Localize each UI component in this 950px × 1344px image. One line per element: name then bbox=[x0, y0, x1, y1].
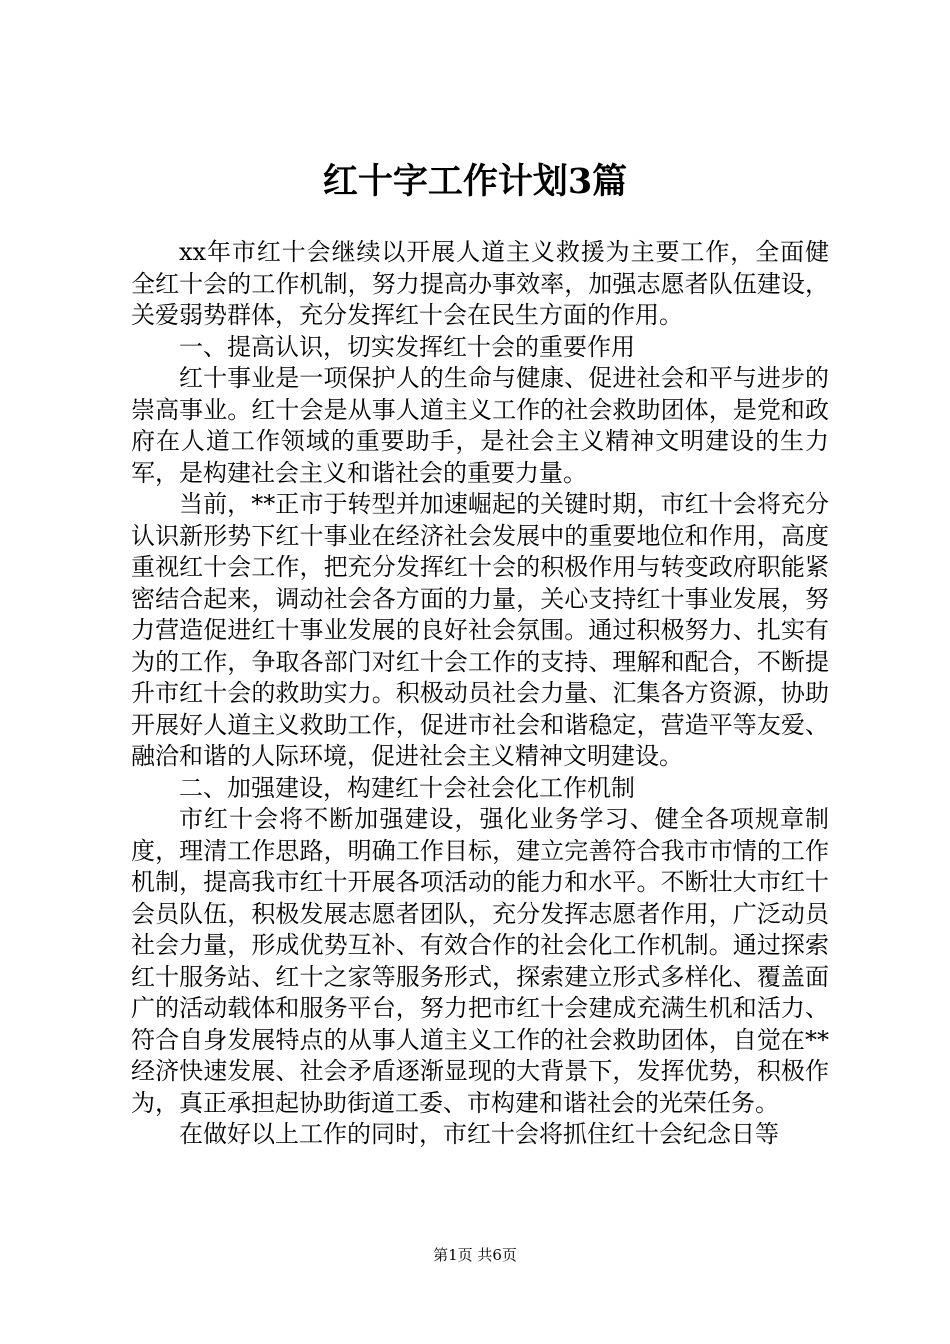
document-title: 红十字工作计划3篇 bbox=[322, 161, 628, 202]
paragraph-2: 当前，**正市于转型并加速崛起的关键时期，市红十会将充分认识新形势下红十事业在经济社会发展中的重要地位和作用，高度重视红十会工作，把充分发挥红十会的积极作用与转变政府职能紧密结合起来，调动社会各方面的力量，关心支持红十事业发展，努力营造促进红十事业发展的良好社会氛围。通过积极努力、扎实有为的工作，争取各部门对红十会工作的支持、理解和配合，不断提升市红十会的救助实力。积极动员社会力量、汇集各方资源，协助开展好人道主义救助工作，促进市社会和谐稳定，营造平等友爱、融洽和谐的人际环境，促进社会主义精神文明建设。 bbox=[131, 490, 829, 770]
section-heading-1: 一、提高认识，切实发挥红十会的重要作用 bbox=[179, 332, 635, 361]
paragraph-4: 在做好以上工作的同时，市红十会将抓住红十会纪念日等 bbox=[179, 1120, 779, 1148]
document-body bbox=[131, 237, 829, 1151]
paragraph-intro: xx年市红十会继续以开展人道主义救援为主要工作，全面健全红十会的工作机制，努力提高办事效率，加强志愿者队伍建设，关爱弱势群体，充分发挥红十会在民生方面的作用。 bbox=[131, 238, 829, 329]
paragraph-1: 红十事业是一项保护人的生命与健康、促进社会和平与进步的崇高事业。红十会是从事人道主义工作的社会救助团体，是党和政府在人道工作领域的重要助手，是社会主义精神文明建设的生力军，是构建社会主义和谐社会的重要力量。 bbox=[131, 364, 829, 487]
section-heading-2: 二、加强建设，构建红十会社会化工作机制 bbox=[179, 773, 635, 802]
paragraph-3: 市红十会将不断加强建设，强化业务学习、健全各项规章制度，理清工作思路，明确工作目标，建立完善符合我市市情的工作机制，提高我市红十开展各项活动的能力和水平。不断壮大市红十会员队伍，积极发展志愿者团队，充分发挥志愿者作用，广泛动员社会力量，形成优势互补、有效合作的社会化工作机制。通过探索红十服务站、红十之家等服务形式，探索建立形式多样化、覆盖面广的活动载体和服务平台，努力把市红十会建成充满生机和活力、符合自身发展特点的从事人道主义工作的社会救助团体，自觉在**经济快速发展、社会矛盾逐渐显现的大背景下，发挥优势，积极作为，真正承担起协助街道工委、市构建和谐社会的光荣任务。 bbox=[131, 805, 829, 1117]
page-footer: 第1页 共6页 bbox=[433, 1246, 517, 1264]
